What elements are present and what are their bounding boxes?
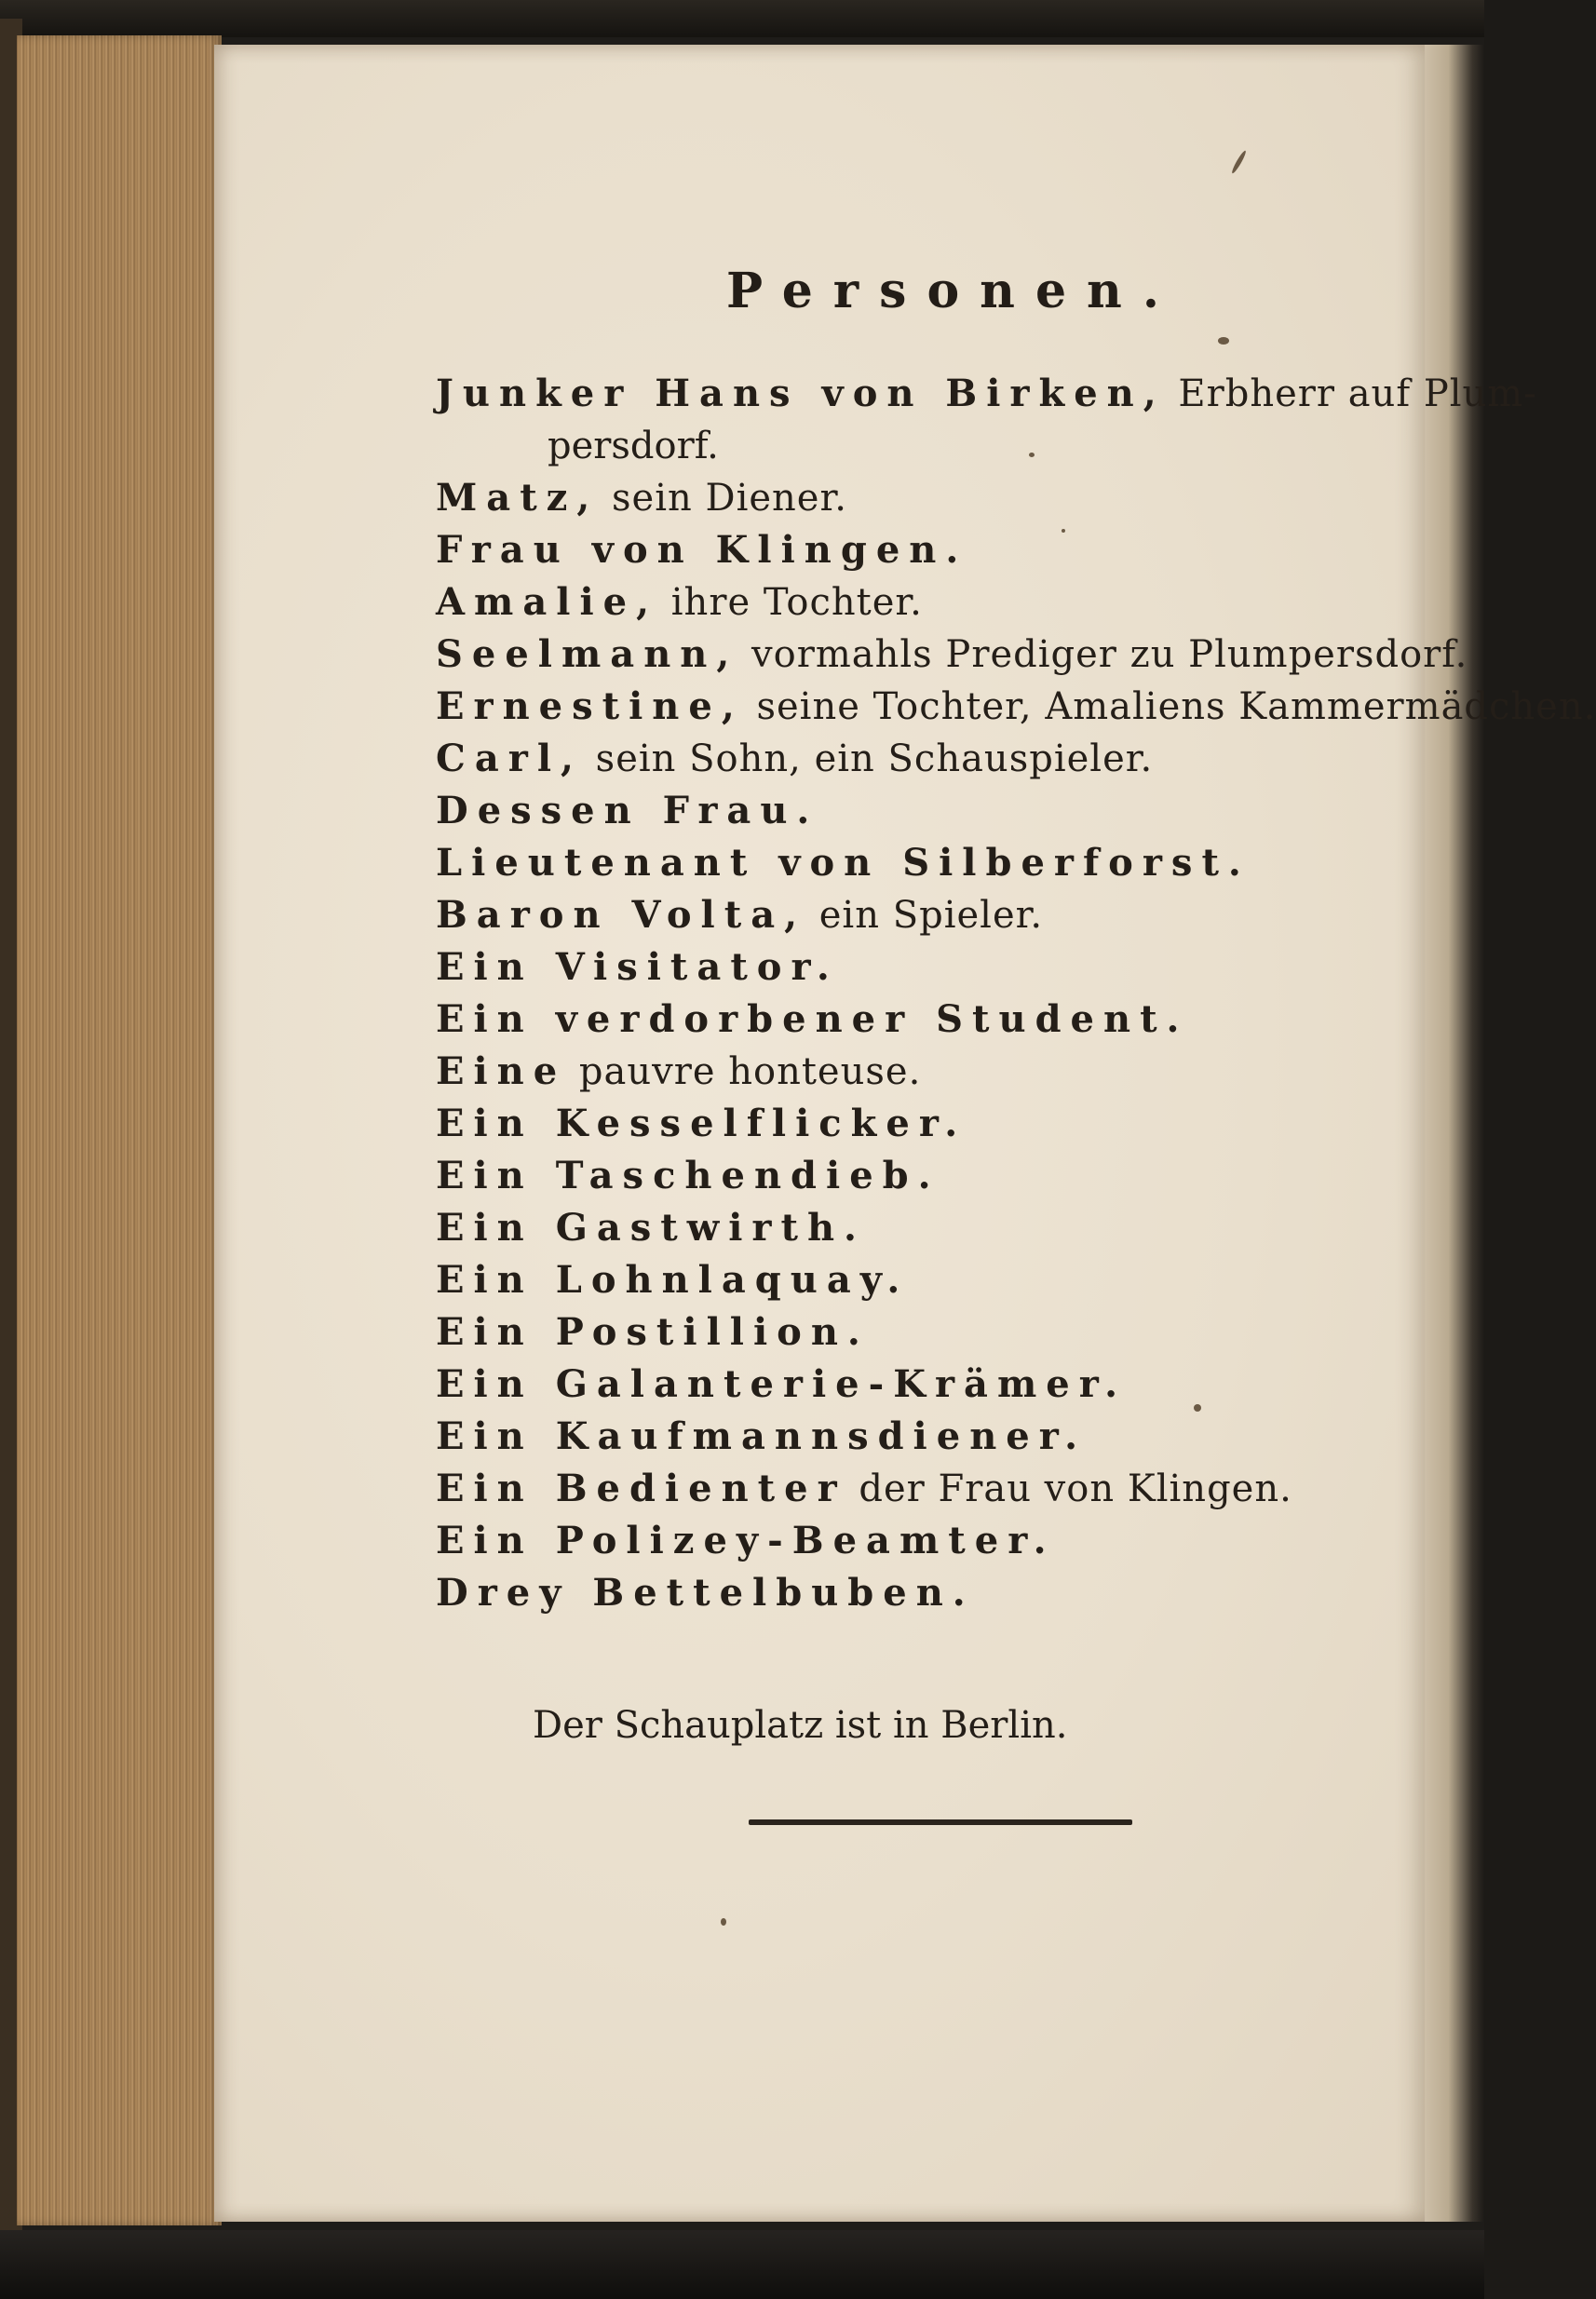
cast-entry bbox=[436, 1463, 1423, 1515]
character-name: Matz, bbox=[436, 476, 600, 520]
cast-entry bbox=[436, 1411, 1423, 1463]
cast-entry bbox=[436, 1046, 1423, 1098]
cast-entry bbox=[436, 1306, 1423, 1359]
cast-entry bbox=[436, 1254, 1423, 1306]
cast-entry bbox=[436, 1567, 1423, 1619]
character-description: sein Sohn, ein Schauspieler. bbox=[582, 737, 1154, 780]
cast-entry bbox=[436, 1150, 1423, 1202]
character-name: Amalie, bbox=[436, 580, 659, 624]
character-name: Ein verdorbener Student. bbox=[436, 997, 1189, 1041]
cast-entry bbox=[436, 681, 1596, 733]
cast-entry bbox=[436, 1202, 1423, 1254]
cast-entry bbox=[436, 1359, 1423, 1411]
character-name: Ein Kesselflicker. bbox=[436, 1102, 967, 1145]
character-name: Lieutenant von Silberforst. bbox=[436, 841, 1251, 885]
character-name: Eine bbox=[436, 1049, 567, 1093]
cast-entry bbox=[436, 785, 1423, 837]
character-name: Carl, bbox=[436, 737, 583, 780]
character-name: Dessen Frau. bbox=[436, 789, 819, 832]
character-name: Seelmann, bbox=[436, 632, 739, 676]
cast-entry bbox=[436, 472, 1423, 524]
character-name: Junker Hans von Birken, bbox=[436, 372, 1166, 415]
character-name: Ein Lohnlaquay. bbox=[436, 1258, 910, 1302]
character-name: Ein Polizey-Beamter. bbox=[436, 1519, 1056, 1562]
cast-entry bbox=[436, 837, 1423, 889]
character-description: vormahls Prediger zu Plumpersdorf. bbox=[738, 633, 1468, 676]
character-name: Ein Galanterie-Krämer. bbox=[436, 1362, 1128, 1406]
cast-entry bbox=[436, 629, 1468, 681]
character-name: Ein Visitator. bbox=[436, 945, 839, 989]
closing-rule bbox=[749, 1819, 1132, 1825]
cast-entry bbox=[436, 576, 1423, 629]
character-name: Ein Gastwirth. bbox=[436, 1206, 866, 1250]
character-name: Ein Postillion. bbox=[436, 1310, 870, 1354]
character-description: ihre Tochter. bbox=[658, 581, 923, 624]
character-description: pauvre honteuse. bbox=[566, 1050, 922, 1093]
character-name: Ein Taschendieb. bbox=[436, 1154, 940, 1197]
character-description: seine Tochter, Amaliens Kammermädchen. bbox=[743, 685, 1596, 728]
character-name: Baron Volta, bbox=[436, 893, 807, 937]
cast-entry-continuation: persdorf. bbox=[548, 425, 719, 467]
character-name: Ein Bedienter bbox=[436, 1467, 846, 1510]
cast-entry bbox=[436, 1515, 1423, 1567]
character-description: ein Spieler. bbox=[806, 894, 1044, 937]
cast-entry bbox=[436, 889, 1423, 941]
cast-entry bbox=[436, 1098, 1423, 1150]
character-description: sein Diener. bbox=[599, 477, 847, 520]
character-name: Frau von Klingen. bbox=[436, 528, 968, 572]
setting-note: Der Schauplatz ist in Berlin. bbox=[533, 1704, 1068, 1747]
character-description: Erbherr auf Plum- bbox=[1165, 372, 1537, 415]
cast-list bbox=[436, 368, 1596, 1619]
page-title: Personen. bbox=[726, 263, 1180, 319]
character-name: Ein Kaufmannsdiener. bbox=[436, 1414, 1088, 1458]
character-name: Ernestine, bbox=[436, 684, 744, 728]
character-description: der Frau von Klingen. bbox=[845, 1467, 1292, 1510]
character-name: Drey Bettelbuben. bbox=[436, 1571, 975, 1615]
cast-entry bbox=[436, 941, 1423, 994]
cast-entry bbox=[436, 524, 1423, 576]
cast-entry bbox=[436, 368, 1537, 420]
cast-entry bbox=[436, 733, 1423, 785]
cast-entry bbox=[436, 994, 1423, 1046]
